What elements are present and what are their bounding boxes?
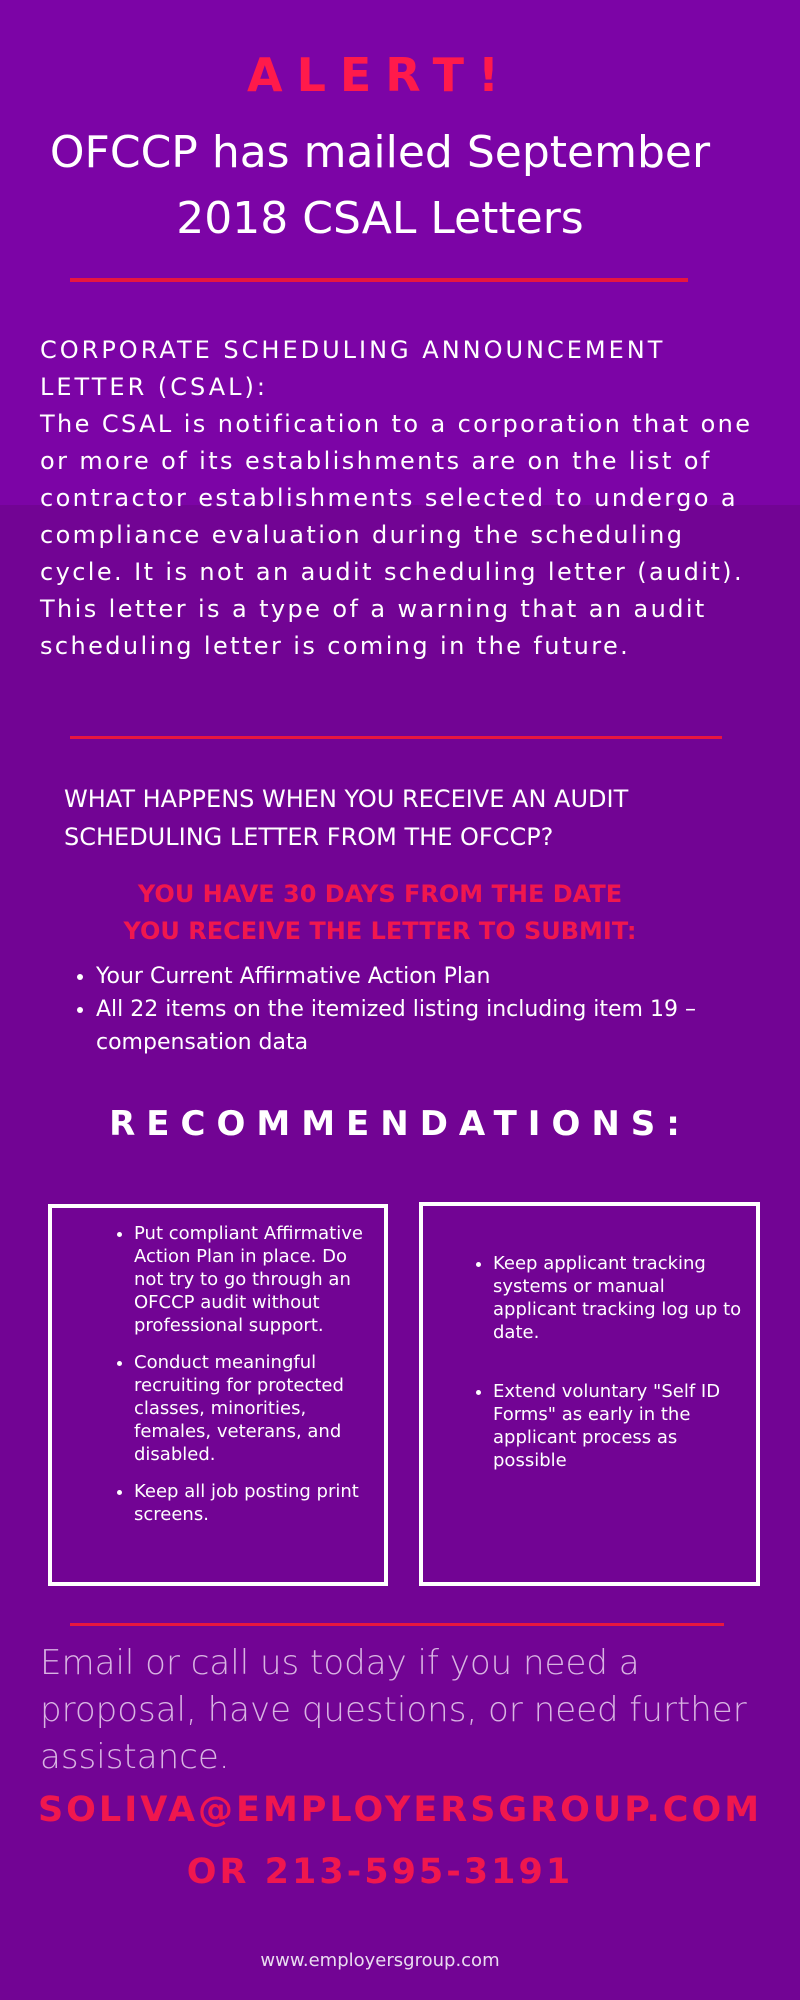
csal-description: The CSAL is notification to a corporation that one or more of its establishments are on the list of contractor establishments selected to undergo a compliance evaluation during the scheduling cycle. It is not an audit scheduling letter (audit). This letter is a type of a warning that an audit scheduling letter is coming in the future. [40, 410, 753, 660]
csal-heading-line-1: CORPORATE SCHEDULING ANNOUNCEMENT [40, 336, 666, 364]
list-item: • Your Current Affirmative Action Plan [96, 960, 736, 993]
headline [0, 120, 760, 252]
submit-list [64, 960, 736, 1059]
list-item: • Extend voluntary "Self ID Forms" as early in the applicant process as possible [493, 1380, 743, 1472]
headline-line-2: 2018 CSAL Letters [176, 193, 584, 244]
list-item: • Conduct meaningful recruiting for protected classes, minorities, females, veterans, and disabled. [134, 1351, 374, 1466]
divider-middle [70, 736, 722, 739]
recommendations-right-list [467, 1252, 743, 1508]
recommendations-title: RECOMMENDATIONS: [109, 1104, 691, 1144]
website-link[interactable]: www.employersgroup.com [260, 1950, 500, 1971]
contact-message: Email or call us today if you need a proposal, have questions, or need further assistance. [40, 1643, 747, 1777]
deadline-line-2: YOU RECEIVE THE LETTER TO SUBMIT: [123, 917, 637, 945]
list-item: • Put compliant Affirmative Action Plan in place. Do not try to go through an OFCCP audit without professional support. [134, 1222, 374, 1337]
csal-heading [40, 332, 760, 406]
question-line-2: SCHEDULING LETTER FROM THE OFCCP? [64, 823, 554, 851]
csal-heading-line-2: LETTER (CSAL): [40, 373, 268, 401]
question-line-1: WHAT HAPPENS WHEN YOU RECEIVE AN AUDIT [64, 785, 629, 813]
question-heading [64, 780, 744, 856]
deadline-notice [0, 876, 760, 950]
recommendations-left-list [108, 1222, 374, 1540]
contact-email-link[interactable]: SOLIVA@EMPLOYERSGROUP.COM [37, 1790, 763, 1830]
divider-bottom [70, 1623, 724, 1626]
alert-label: ALERT! [246, 48, 514, 102]
contact-phone[interactable]: OR 213-595-3191 [186, 1852, 574, 1892]
recommendations-box-left [48, 1204, 388, 1586]
divider-top [70, 278, 688, 282]
list-item: • All 22 items on the itemized listing including item 19 – compensation data [96, 993, 736, 1059]
list-item: • Keep applicant tracking systems or manual applicant tracking log up to date. [493, 1252, 743, 1344]
headline-line-1: OFCCP has mailed September [49, 127, 711, 178]
deadline-line-1: YOU HAVE 30 DAYS FROM THE DATE [137, 880, 623, 908]
list-item: • Keep all job posting print screens. [134, 1480, 374, 1526]
recommendations-box-right [419, 1202, 760, 1586]
